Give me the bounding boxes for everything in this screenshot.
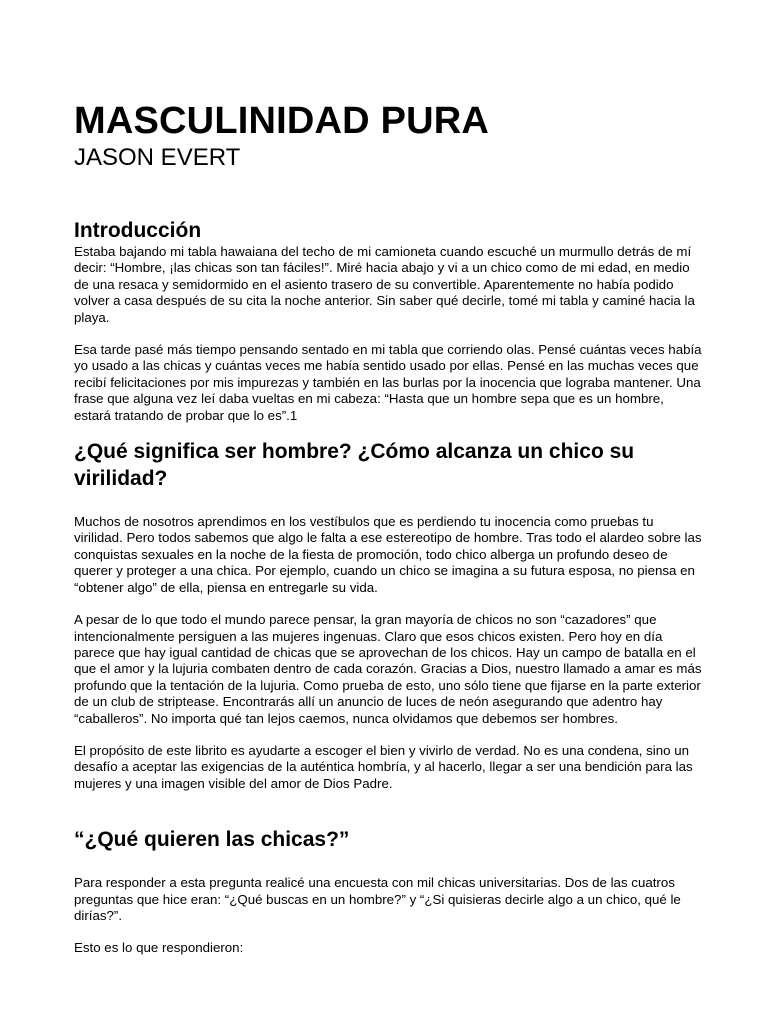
girls-paragraph-2: Esto es lo que respondieron: <box>74 940 244 956</box>
document-author: JASON EVERT <box>74 144 241 171</box>
intro-heading: Introducción <box>74 219 202 242</box>
girls-heading: “¿Qué quieren las chicas?” <box>74 828 350 852</box>
manhood-heading: ¿Qué significa ser hombre? ¿Cómo alcanza un chico su virilidad? <box>74 440 635 491</box>
manhood-paragraph-2: A pesar de lo que todo el mundo parece pensar, la gran mayoría de chicos no son “cazadores” que intencionalmente persiguen a las mujeres ingenuas. Claro que esos chicos existen. Pero hoy en día parece que hay igual cantidad de chicas que se aprovechan de los chicos. Hay un campo de batalla en el que el amor y la lujuria combaten dentro de cada corazón. Gracias a Dios, nuestro llamado a amar es más profundo que la tentación de la lujuria. Como prueba de esto, uno sólo tiene que fijarse en la parte exterior de un club de striptease. Encontrarás allí un anuncio de luces de neón asegurando que adentro hay “caballeros”. No importa qué tan lejos caemos, nunca olvidamos que debemos ser hombres. <box>74 612 702 726</box>
manhood-paragraph-1: Muchos de nosotros aprendimos en los vestíbulos que es perdiendo tu inocencia como pruebas tu virilidad. Pero todos sabemos que algo le falta a ese estereotipo de hombre. Tras todo el alardeo sobre las conquistas sexuales en la noche de la fiesta de promoción, todo chico alberga un profundo deseo de querer y proteger a una chica. Por ejemplo, cuando un chico se imagina a su futura esposa, no piensa en “obtener algo” de ella, piensa en entregarle su vida. <box>74 514 702 595</box>
girls-paragraph-1: Para responder a esta pregunta realicé una encuesta con mil chicas universitarias. Dos de las cuatros preguntas que hice eran: “¿Qué buscas en un hombre?” y “¿Si quisieras decirle algo a un chico, qué le dirías?”. <box>74 875 681 923</box>
document-title: MASCULINIDAD PURA <box>74 100 490 142</box>
intro-paragraph-2: Esa tarde pasé más tiempo pensando sentado en mi tabla que corriendo olas. Pensé cuántas veces había yo usado a las chicas y cuántas veces me había sentido usado por ellas. Pensé en las muchas veces que recibí felicitaciones por mis impurezas y también en las burlas por la inocencia que lograba mantener. Una frase que alguna vez leí daba vueltas en mi cabeza: “Hasta que un hombre sepa que es un hombre, estará tratando de probar que lo es”.1 <box>74 342 702 423</box>
manhood-paragraph-3: El propósito de este librito es ayudarte a escoger el bien y vivirlo de verdad. No es una condena, sino un desafío a aceptar las exigencias de la auténtica hombría, y al hacerlo, llegar a ser una bendición para las mujeres y una imagen visible del amor de Dios Padre. <box>74 742 693 791</box>
intro-paragraph-1: Estaba bajando mi tabla hawaiana del techo de mi camioneta cuando escuché un murmullo detrás de mí decir: “Hombre, ¡las chicas son tan fáciles!”. Miré hacia abajo y vi a un chico como de mi edad, en medio de una resaca y semidormido en el asiento trasero de su convertible. Aparentemente no había podido volver a casa después de su cita la noche anterior. Sin saber qué decirle, tomé mi tabla y caminé hacia la playa. <box>74 244 695 325</box>
document-body <box>74 98 702 957</box>
